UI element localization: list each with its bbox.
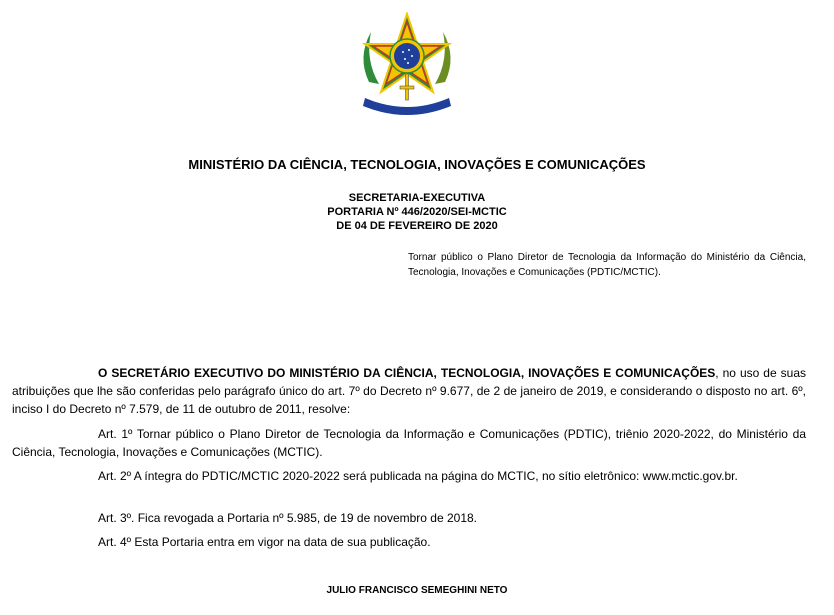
preamble-paragraph xyxy=(12,364,806,418)
preamble-bold-lead: O SECRETÁRIO EXECUTIVO DO MINISTÉRIO DA CIÊNCIA, TECNOLOGIA, INOVAÇÕES E COMUNICAÇÕES xyxy=(98,366,716,380)
ordinance-date: DE 04 DE FEVEREIRO DE 2020 xyxy=(336,220,498,232)
ementa-summary: Tornar público o Plano Diretor de Tecnologia da Informação do Ministério da Ciência, Tecnologia, Inovações e Comunicações (PDTIC/MCTIC). xyxy=(408,252,806,278)
article-2: Art. 2º A íntegra do PDTIC/MCTIC 2020-2022 será publicada na página do MCTIC, no sítio eletrônico: www.mctic.gov.br. xyxy=(98,469,738,483)
ministry-title: MINISTÉRIO DA CIÊNCIA, TECNOLOGIA, INOVAÇÕES E COMUNICAÇÕES xyxy=(188,157,646,172)
ordinance-number: PORTARIA Nº 446/2020/SEI-MCTIC xyxy=(327,206,507,218)
preamble-text: , no uso de suas atribuições que lhe são conferidas pelo parágrafo único do art. 7º do Decreto nº 9.677, de 2 de janeiro de 2019, e considerando o disposto no art. 6º, inciso I do Decreto nº 7.579, de 11 de outubro de 2011, resolve: xyxy=(12,366,806,416)
article-1: Art. 1º Tornar público o Plano Diretor de Tecnologia da Informação e Comunicações (PDTIC), triênio 2020-2022, do Ministério da Ciência, Tecnologia, Inovações e Comunicações (MCTIC). xyxy=(12,427,806,459)
signature-name: JULIO FRANCISCO SEMEGHINI NETO xyxy=(326,585,508,596)
article-4: Art. 4º Esta Portaria entra em vigor na data de sua publicação. xyxy=(98,535,431,549)
secretariat-heading: SECRETARIA-EXECUTIVA xyxy=(348,192,486,204)
article-3: Art. 3º. Fica revogada a Portaria nº 5.985, de 19 de novembro de 2018. xyxy=(98,511,478,525)
coat-of-arms-emblem xyxy=(351,12,463,120)
